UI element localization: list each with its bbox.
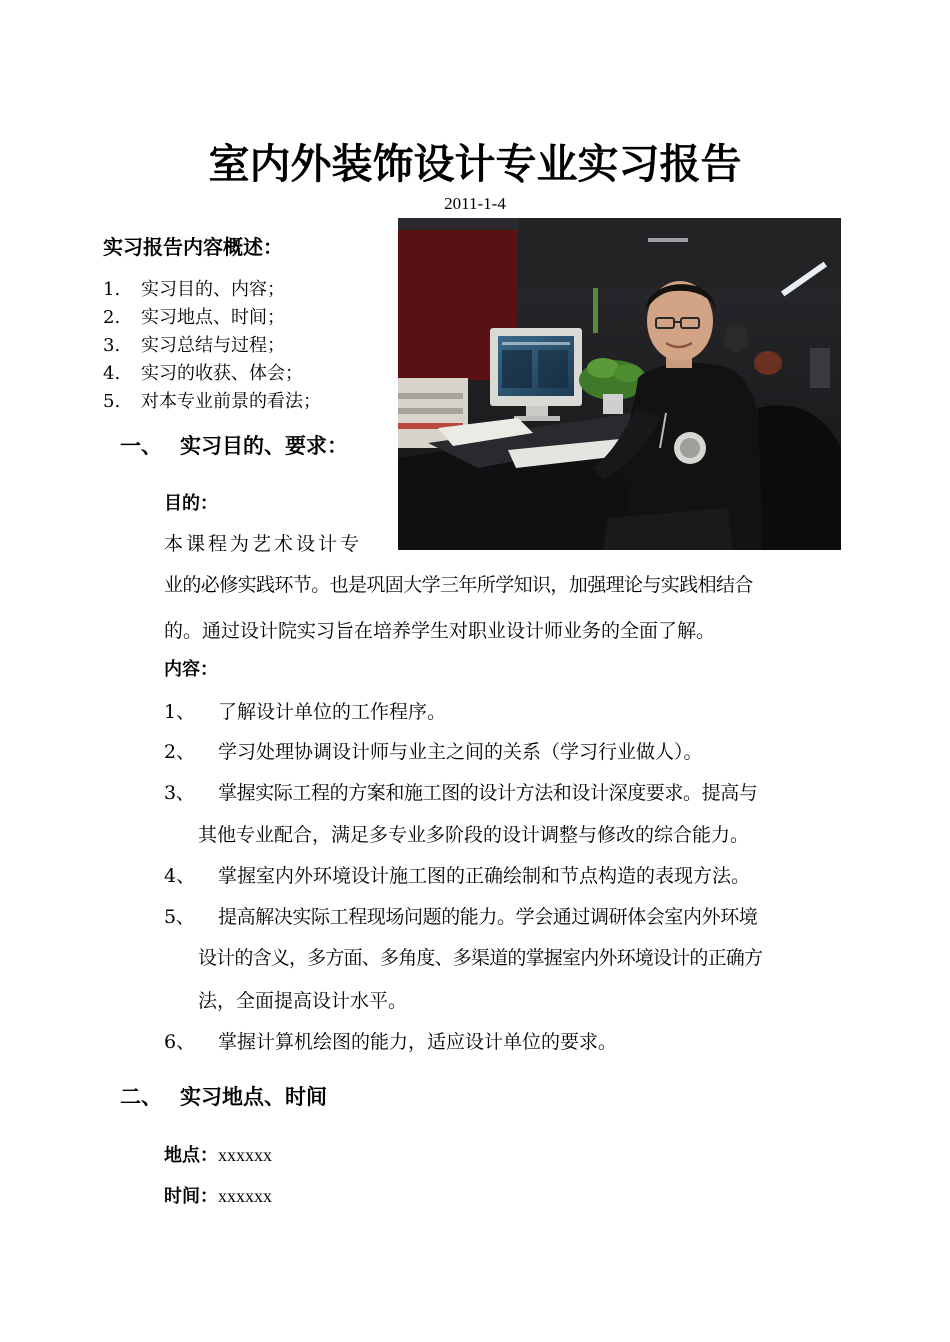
- purpose-line: 的。通过设计院实习旨在培养学生对职业设计师业务的全面了解。: [164, 620, 716, 642]
- overview-item: [103, 278, 285, 302]
- content-item-text: 掌握计算机绘图的能力，适应设计单位的要求。: [218, 1031, 618, 1053]
- report-date: 2011-1-4: [444, 194, 506, 213]
- overview-item: [103, 362, 303, 386]
- overview-item-text: 对本专业前景的看法；: [141, 391, 321, 412]
- content-item-number: 3、: [164, 782, 195, 804]
- section-heading: [120, 1083, 327, 1111]
- section-number: 一、: [120, 433, 162, 458]
- overview-heading: 实习报告内容概述：: [103, 235, 283, 259]
- content-item: [164, 904, 757, 930]
- section-title: 实习地点、时间: [180, 1084, 327, 1109]
- content-item-number: 4、: [164, 865, 196, 887]
- content-item-text: 掌握室内外环境设计施工图的正确绘制和节点构造的表现方法。: [218, 865, 751, 887]
- overview-item: [103, 334, 285, 358]
- content-item: [164, 863, 750, 889]
- content-item: [164, 1029, 617, 1055]
- overview-item: [103, 390, 321, 414]
- purpose-line: 业的必修实践环节。也是巩固大学三年所学知识，加强理论与实践相结合: [164, 574, 753, 596]
- content-item-continuation: 其他专业配合，满足多专业多阶段的设计调整与修改的综合能力。: [198, 824, 750, 846]
- student-photo: [398, 218, 841, 550]
- overview-item-text: 实习地点、时间；: [141, 307, 285, 328]
- content-item: [164, 739, 703, 765]
- time-label: 时间：: [164, 1186, 218, 1207]
- overview-item-text: 实习总结与过程；: [141, 335, 285, 356]
- content-label: 内容：: [164, 659, 218, 680]
- time-row: [164, 1184, 272, 1209]
- content-item-number: 1、: [164, 701, 196, 723]
- section-heading: [120, 432, 348, 460]
- content-item: [164, 780, 757, 806]
- overview-item-number: 1.: [103, 279, 121, 300]
- content-item-continuation: 设计的含义，多方面、多角度、多渠道的掌握室内外环境设计的正确方: [198, 947, 763, 969]
- location-label: 地点：: [164, 1145, 218, 1166]
- content-item-text: 学习处理协调设计师与业主之间的关系（学习行业做人）。: [218, 741, 703, 763]
- page-title: 室内外装饰设计专业实习报告: [208, 140, 742, 188]
- purpose-line: 本课程为艺术设计专: [164, 533, 363, 555]
- overview-item-number: 3.: [103, 335, 121, 356]
- location-row: [164, 1143, 272, 1168]
- content-item-number: 6、: [164, 1031, 196, 1053]
- overview-item-number: 4.: [103, 363, 121, 384]
- overview-item: [103, 306, 285, 330]
- location-value: xxxxxx: [218, 1145, 272, 1165]
- time-value: xxxxxx: [218, 1186, 272, 1206]
- content-item: [164, 699, 446, 725]
- content-item-text: 了解设计单位的工作程序。: [218, 701, 447, 723]
- section-number: 二、: [120, 1084, 162, 1109]
- content-item-number: 2、: [164, 741, 196, 763]
- overview-item-number: 5.: [103, 391, 121, 412]
- content-item-continuation: 法，全面提高设计水平。: [198, 990, 408, 1012]
- overview-item-text: 实习目的、内容；: [141, 279, 285, 300]
- content-item-text: 掌握实际工程的方案和施工图的设计方法和设计深度要求。提高与: [218, 782, 758, 804]
- overview-item-text: 实习的收获、体会；: [141, 363, 303, 384]
- overview-item-number: 2.: [103, 307, 121, 328]
- content-item-number: 5、: [164, 906, 195, 928]
- section-title: 实习目的、要求：: [180, 433, 348, 458]
- content-item-text: 提高解决实际工程现场问题的能力。学会通过调研体会室内外环境: [218, 906, 758, 928]
- purpose-label: 目的：: [164, 493, 218, 514]
